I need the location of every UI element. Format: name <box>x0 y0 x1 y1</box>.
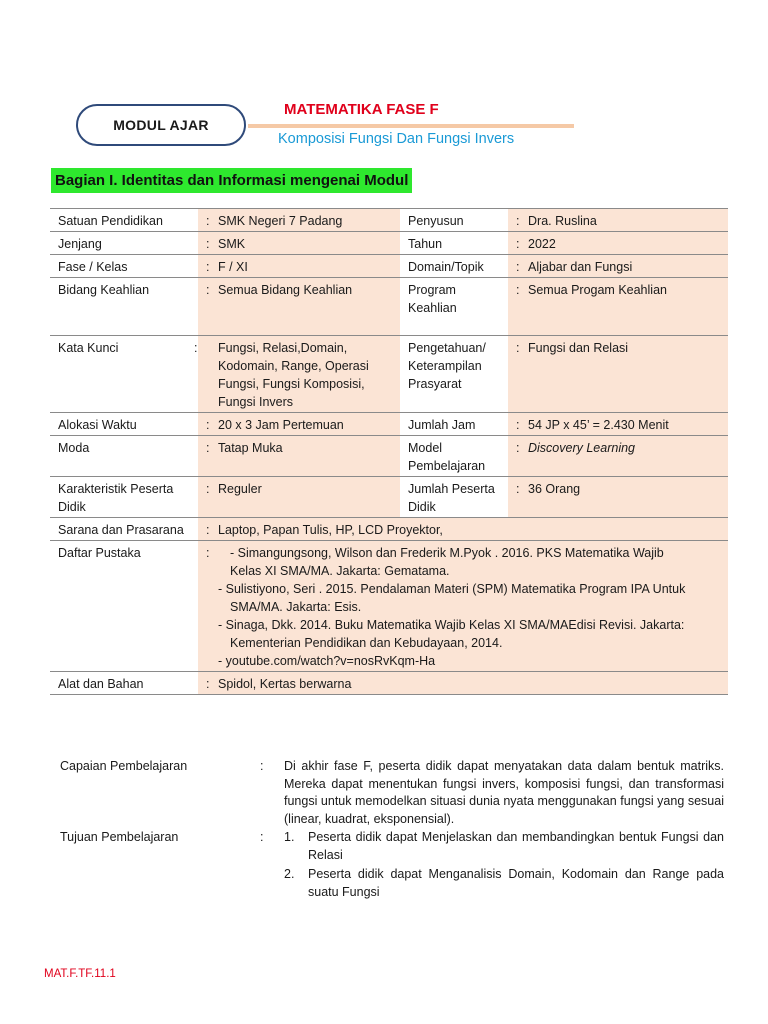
table-row <box>50 232 728 255</box>
cell-label: Model Pembelajaran <box>400 436 508 477</box>
cell-value: : Fungsi dan Relasi <box>508 336 728 413</box>
cell-label: Tahun <box>400 232 508 255</box>
cell-value: : F / XI <box>198 255 400 278</box>
cell-label: Alat dan Bahan <box>50 672 198 695</box>
reference-item: - youtube.com/watch?v=nosRvKqm-Ha <box>218 654 436 668</box>
cell-value: : SMK <box>198 232 400 255</box>
reference-item: - Simangungsong, Wilson dan Frederik M.Pyok . 2016. PKS Matematika Wajib Kelas XI SMA/MA. Jakarta: Gematama. <box>230 546 664 578</box>
cell-label: Sarana dan Prasarana <box>50 518 198 541</box>
cell-value: : 54 JP x 45’ = 2.430 Menit <box>508 413 728 436</box>
footer-code: MAT.F.TF.11.1 <box>44 968 116 980</box>
identity-table <box>50 208 728 695</box>
tujuan-label: Tujuan Pembelajaran <box>60 830 179 844</box>
cell-label: Kata Kunci <box>50 336 198 413</box>
table-row <box>50 413 728 436</box>
table-row <box>50 541 728 672</box>
cell-value: : Fungsi, Relasi,Domain, Kodomain, Range, Operasi Fungsi, Fungsi Komposisi, Fungsi Invers <box>198 336 400 413</box>
reference-item: - Sinaga, Dkk. 2014. Buku Matematika Wajib Kelas XI SMA/MAEdisi Revisi. Jakarta: Kementerian Pendidikan dan Kebudayaan, 2014. <box>218 618 685 650</box>
cell-label: Jenjang <box>50 232 198 255</box>
table-row <box>50 477 728 518</box>
cell-label: Program Keahlian <box>400 278 508 336</box>
cell-label: Domain/Topik <box>400 255 508 278</box>
doc-subtitle: Komposisi Fungsi Dan Fungsi Invers <box>278 131 515 147</box>
cell-label: Karakteristik Peserta Didik <box>50 477 198 518</box>
table-row <box>50 436 728 477</box>
learning-section <box>60 758 724 901</box>
capaian-label: Capaian Pembelajaran <box>60 759 188 773</box>
cell-value: : SMK Negeri 7 Padang <box>198 209 400 232</box>
cell-label: Satuan Pendidikan <box>50 209 198 232</box>
cell-value: : 36 Orang <box>508 477 728 518</box>
capaian-row: Capaian Pembelajaran : Di akhir fase F, peserta didik dapat menyatakan data dalam bentuk matriks. Mereka dapat menentukan fungsi invers, komposisi fungsi, dan transformasi fungsi untuk memodelkan situasi dunia nyata menggunakan fungsi yang sesuai (linear, kuadrat, eksponensial). <box>60 758 724 828</box>
tujuan-list <box>284 829 724 901</box>
table-row <box>50 209 728 232</box>
cell-label: Daftar Pustaka <box>50 541 198 672</box>
table-row <box>50 278 728 336</box>
cell-value: : Reguler <box>198 477 400 518</box>
cell-value: : Aljabar dan Fungsi <box>508 255 728 278</box>
table-row <box>50 255 728 278</box>
cell-value: : Semua Progam Keahlian <box>508 278 728 336</box>
cell-value: : 20 x 3 Jam Pertemuan <box>198 413 400 436</box>
cell-label: Bidang Keahlian <box>50 278 198 336</box>
list-item: 1. Peserta didik dapat Menjelaskan dan membandingkan bentuk Fungsi dan Relasi <box>284 830 724 862</box>
cell-value: : Discovery Learning <box>508 436 728 477</box>
table-row <box>50 518 728 541</box>
cell-label: Pengetahuan/ Keterampilan Prasyarat <box>400 336 508 413</box>
section-heading: Bagian I. Identitas dan Informasi mengenai Modul <box>51 168 412 193</box>
table-row <box>50 672 728 695</box>
table-row <box>50 336 728 413</box>
list-item: 2. Peserta didik dapat Menganalisis Domain, Kodomain dan Range pada suatu Fungsi <box>284 867 724 899</box>
cell-label: Jumlah Peserta Didik <box>400 477 508 518</box>
cell-value: : Semua Bidang Keahlian <box>198 278 400 336</box>
cell-label: Jumlah Jam <box>400 413 508 436</box>
tujuan-row: Tujuan Pembelajaran : 1. Peserta didik dapat Menjelaskan dan membandingkan bentuk Fungsi dan Relasi 2. Peserta didik dapat Menganalisis Domain, Kodomain dan Range pada suatu Fungsi <box>60 829 724 901</box>
cell-label: Moda <box>50 436 198 477</box>
reference-item: - Sulistiyono, Seri . 2015. Pendalaman Materi (SPM) Matematika Program IPA Untuk SMA/MA. Jakarta: Esis. <box>218 582 686 614</box>
cell-value: : Spidol, Kertas berwarna <box>198 672 728 695</box>
doc-title: MATEMATIKA FASE F <box>284 101 439 118</box>
cell-label: Fase / Kelas <box>50 255 198 278</box>
cell-value: : Tatap Muka <box>198 436 400 477</box>
title-underline <box>248 124 574 128</box>
cell-value: : Dra. Ruslina <box>508 209 728 232</box>
cell-value: : 2022 <box>508 232 728 255</box>
cell-label: Alokasi Waktu <box>50 413 198 436</box>
cell-value: : Laptop, Papan Tulis, HP, LCD Proyektor, <box>198 518 728 541</box>
cell-value: : - Simangungsong, Wilson dan Frederik M.Pyok . 2016. PKS Matematika Wajib Kelas XI SMA/MA. Jakarta: Gematama. - Sulistiyono, Seri . 2015. Pendalaman Materi (SPM) Matematika Program IPA Untuk SMA/MA. Jakarta: Esis. - Sinaga, Dkk. 2014. Buku Matematika Wajib Kelas XI SMA/MAEdisi Revisi. Jakarta: Kementerian Pendidikan dan Kebudayaan, 2014. - youtube.com/watch?v=nosRvKqm-Ha <box>198 541 728 672</box>
modul-ajar-badge: MODUL AJAR <box>76 104 246 146</box>
cell-label: Penyusun <box>400 209 508 232</box>
capaian-text: Di akhir fase F, peserta didik dapat menyatakan data dalam bentuk matriks. Mereka dapat menentukan fungsi invers, komposisi fungsi, dan transformasi fungsi untuk memodelkan situasi dunia nyata menggunakan fungsi yang sesuai (linear, kuadrat, eksponensial). <box>284 759 724 826</box>
